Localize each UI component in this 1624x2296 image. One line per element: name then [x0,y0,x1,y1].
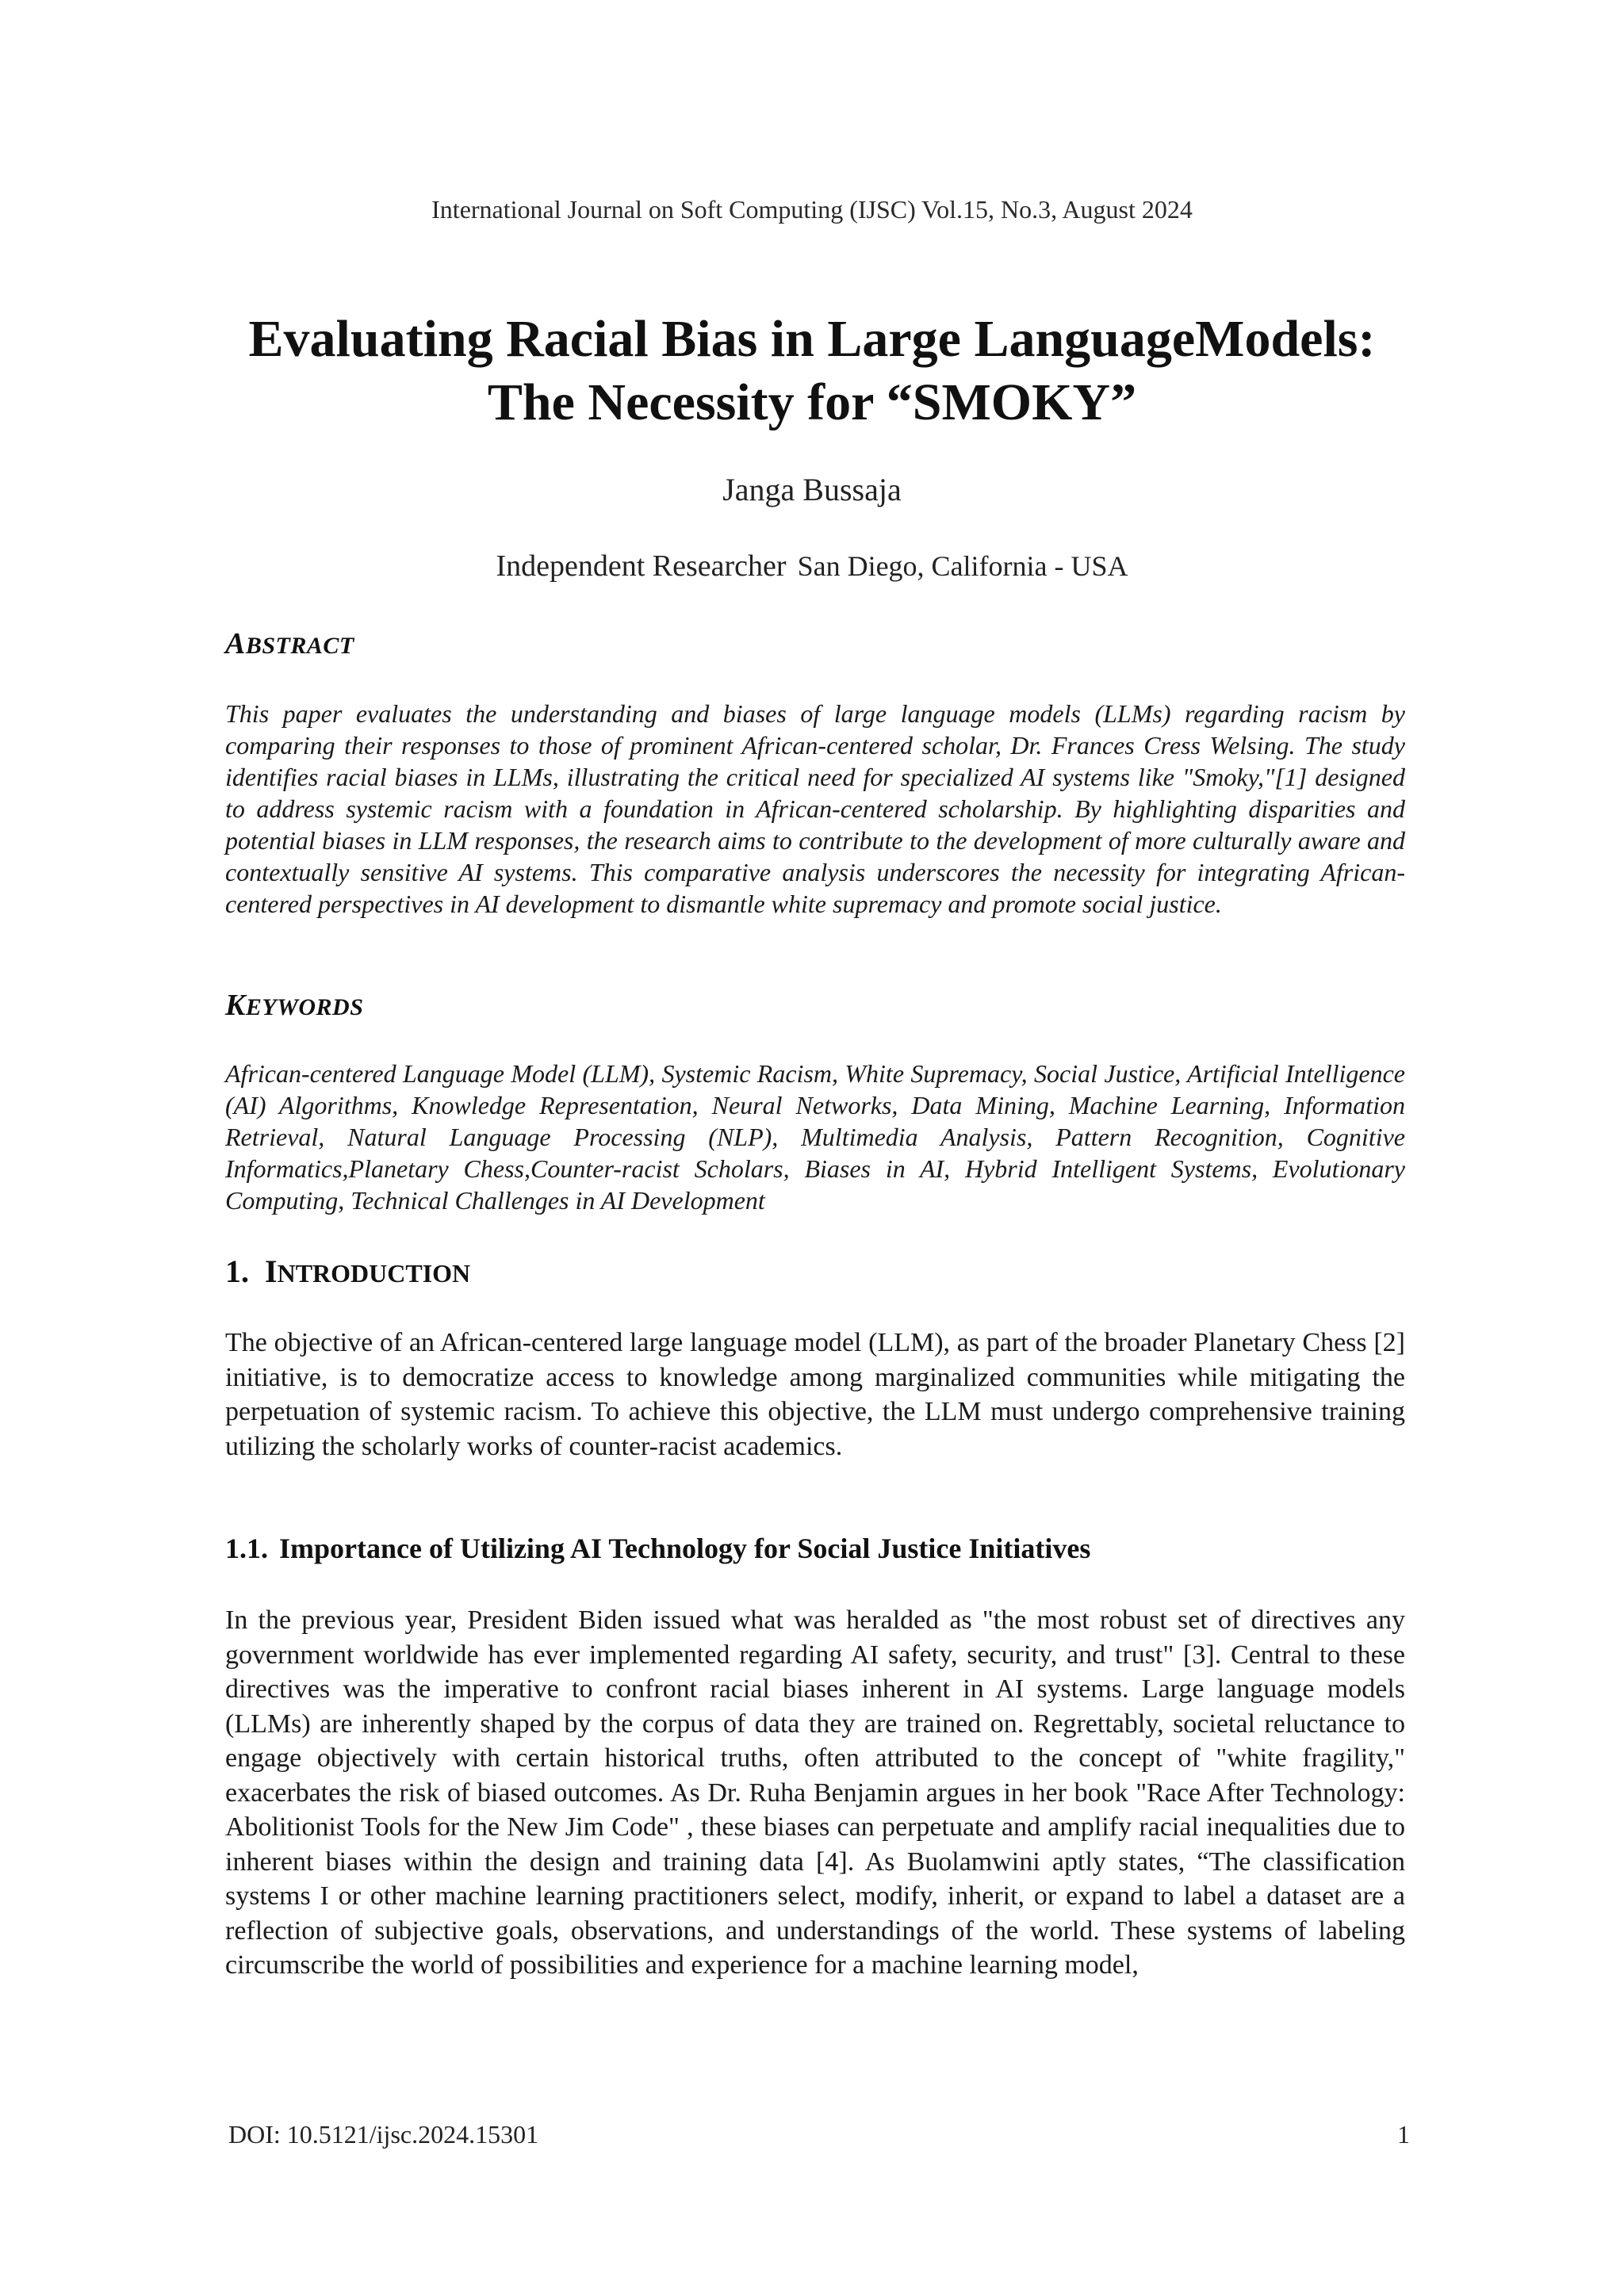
paper-title [159,308,1465,434]
title-line-1: Evaluating Racial Bias in Large LanguageModels: [248,310,1376,368]
abstract-text: This paper evaluates the understanding and biases of large language models (LLMs) regarding racism by comparing their responses to those of prominent African-centered scholar, Dr. Frances Cress Welsing. The study identifies racial biases in LLMs, illustrating the critical need for specialized AI systems like "Smoky,"[1] designed to address systemic racism with a foundation in African-centered scholarship. By highlighting disparities and potential biases in LLM responses, the research aims to contribute to the development of more culturally aware and contextually sensitive AI systems. This comparative analysis underscores the necessity for integrating African-centered perspectives in AI development to dismantle white supremacy and promote social justice. [225,699,1405,918]
keywords-text: African-centered Language Model (LLM), Systemic Racism, White Supremacy, Social Justice, Artificial Intelligence (AI) Algorithms, Knowledge Representation, Neural Networks, Data Mining, Machine Learning, Information Retrieval, Natural Language Processing (NLP), Multimedia Analysis, Pattern Recognition, Cognitive Informatics,Planetary Chess,Counter-racist Scholars, Biases in AI, Hybrid Intelligent Systems, Evolutionary Computing, Technical Challenges in AI Development [225,1059,1405,1215]
affiliation-location: San Diego, California - USA [797,550,1128,582]
section-1-1-heading: 1.1. Importance of Utilizing AI Technology for Social Justice Initiatives [225,1533,1091,1564]
title-line-2: The Necessity for “SMOKY” [487,373,1137,431]
affiliation-label: Independent Researcher [496,549,787,583]
section-1-1-text: In the previous year, President Biden issued what was heralded as "the most robust set of directives any government worldwide has ever implemented regarding AI safety, security, and trust" [3]. Central to these directives was the imperative to confront racial biases inherent in AI systems. Large language models (LLMs) are inherently shaped by the corpus of data they are trained on. Regrettably, societal reluctance to engage objectively with certain historical truths, often attributed to the concept of "white fragility," exacerbates the risk of biased outcomes. As Dr. Ruha Benjamin argues in her book "Race After Technology: Abolitionist Tools for the New Jim Code" , these biases can perpetuate and amplify racial inequalities due to inherent biases within the design and training data [4]. As Buolamwini aptly states, “The classification systems I or other machine learning practitioners select, modify, inherit, or expand to label a dataset are a reflection of subjective goals, observations, and understandings of the world. These systems of labeling circumscribe the world of possibilities and experience for a machine learning model, [225,1605,1405,1980]
running-header: International Journal on Soft Computing (IJSC) Vol.15, No.3, August 2024 [431,195,1193,224]
abstract-heading: ABSTRACT [225,627,354,660]
author-name: Janga Bussaja [722,472,902,507]
page-number: 1 [1397,2120,1410,2149]
section-1-heading: 1. INTRODUCTION [225,1253,471,1289]
author-affiliation [0,549,1624,584]
keywords-heading: KEYWORDS [225,989,364,1022]
section-1-text: The objective of an African-centered large language model (LLM), as part of the broader Planetary Chess [2] initiative, is to democratize access to knowledge among marginalized communities while mitigating the perpetuation of systemic racism. To achieve this objective, the LLM must undergo comprehensive training utilizing the scholarly works of counter-racist academics. [225,1328,1405,1461]
footer-doi: DOI: 10.5121/ijsc.2024.15301 [228,2120,539,2149]
